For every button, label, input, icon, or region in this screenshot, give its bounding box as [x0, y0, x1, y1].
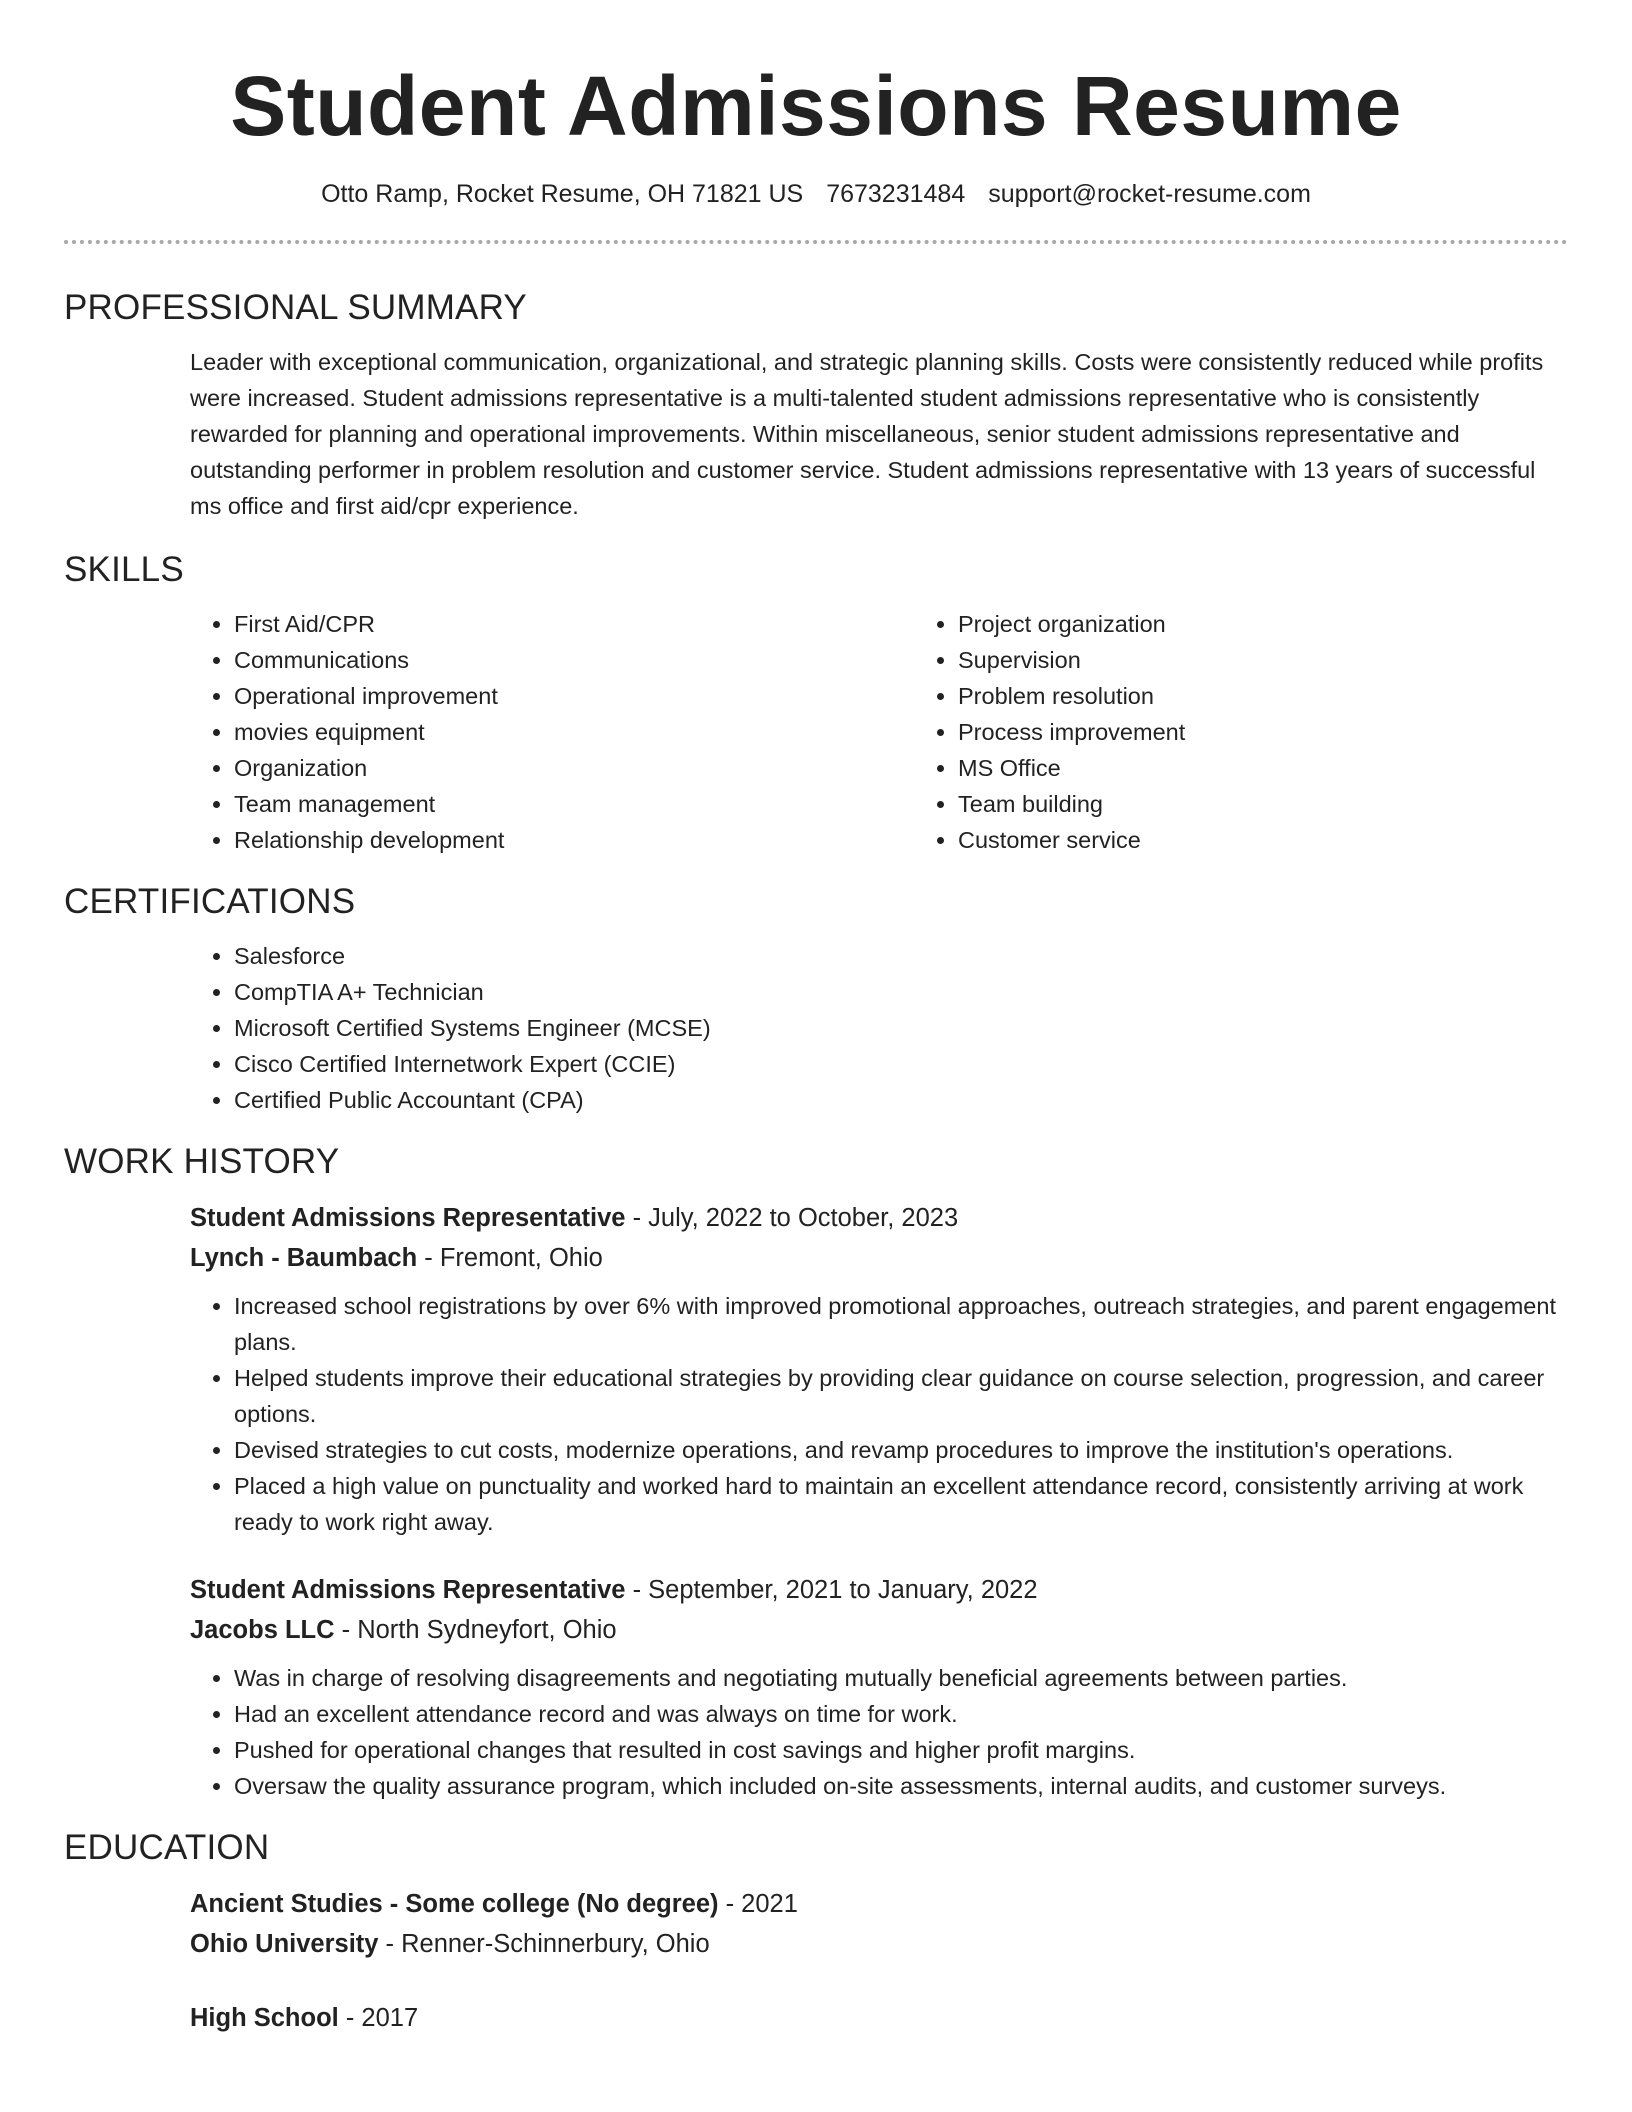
- job-location: - Fremont, Ohio: [417, 1244, 603, 1272]
- summary-text: Leader with exceptional communication, organizational, and strategic planning skills. Costs were consistently reduced while profits were increased. Student admissions representative is a multi-talented student admissions representative who is consistently rewarded for planning and operational improvements. Within miscellaneous, senior student admissions representative and outstanding performer in problem resolution and customer service. Student admissions representative with 13 years of successful ms office and first aid/cpr experience.: [190, 349, 1544, 519]
- job-bullet: • Pushed for operational changes that resulted in cost savings and higher profit margins.: [234, 1732, 1568, 1768]
- education-entry: [190, 1884, 1568, 1964]
- job-title-line: [190, 1198, 1568, 1238]
- skill-item: • Team building: [958, 786, 1632, 822]
- job-role: Student Admissions Representative: [190, 1576, 626, 1604]
- certifications-list: [190, 938, 1568, 1118]
- header-divider: [64, 240, 1568, 244]
- work-history-section: [190, 1198, 1568, 1804]
- skill-item: • Process improvement: [958, 714, 1632, 750]
- education-degree: High School: [190, 2004, 339, 2032]
- job-bullet: • Was in charge of resolving disagreements and negotiating mutually beneficial agreements between parties.: [234, 1660, 1568, 1696]
- job-dates: - July, 2022 to October, 2023: [625, 1204, 959, 1232]
- job-bullet: • Helped students improve their educational strategies by providing clear guidance on course selection, progression, and career options.: [234, 1360, 1568, 1432]
- contact-address: Otto Ramp, Rocket Resume, OH 71821 US: [321, 180, 804, 208]
- skill-item: • Operational improvement: [234, 678, 914, 714]
- certifications-section: [190, 938, 1568, 1118]
- job-entry: [190, 1570, 1568, 1804]
- education-degree-line: [190, 1884, 1568, 1924]
- certification-item: • Salesforce: [234, 938, 1568, 974]
- education-school-line: [190, 1924, 1568, 1964]
- skills-heading: SKILLS: [64, 550, 184, 589]
- education-heading: EDUCATION: [64, 1828, 270, 1867]
- certification-item: • Certified Public Accountant (CPA): [234, 1082, 1568, 1118]
- skill-item: • Problem resolution: [958, 678, 1632, 714]
- skill-item: • Organization: [234, 750, 914, 786]
- education-degree: Ancient Studies - Some college (No degree): [190, 1890, 719, 1918]
- job-entry: [190, 1198, 1568, 1540]
- job-title-line: [190, 1570, 1568, 1610]
- skill-item: • Relationship development: [234, 822, 914, 858]
- job-company: Lynch - Baumbach: [190, 1244, 418, 1272]
- certification-item: • Cisco Certified Internetwork Expert (CCIE): [234, 1046, 1568, 1082]
- certifications-heading: CERTIFICATIONS: [64, 882, 356, 921]
- skills-section: [190, 606, 1568, 858]
- job-dates: - September, 2021 to January, 2022: [625, 1576, 1038, 1604]
- job-company: Jacobs LLC: [190, 1616, 335, 1644]
- job-bullet: • Placed a high value on punctuality and worked hard to maintain an excellent attendance record, consistently arriving at work ready to work right away.: [234, 1468, 1568, 1540]
- skill-item: • MS Office: [958, 750, 1632, 786]
- education-degree-line: [190, 1998, 1568, 2038]
- skills-list-left: [190, 606, 914, 858]
- education-year: - 2021: [718, 1890, 798, 1918]
- skill-item: • Team management: [234, 786, 914, 822]
- job-role: Student Admissions Representative: [190, 1204, 626, 1232]
- job-company-line: [190, 1238, 1568, 1278]
- skill-item: • Supervision: [958, 642, 1632, 678]
- work-history-heading: WORK HISTORY: [64, 1142, 340, 1181]
- job-bullet: • Had an excellent attendance record and was always on time for work.: [234, 1696, 1568, 1732]
- certification-item: • CompTIA A+ Technician: [234, 974, 1568, 1010]
- summary-heading: PROFESSIONAL SUMMARY: [64, 288, 527, 327]
- job-bullet: • Oversaw the quality assurance program, which included on-site assessments, internal audits, and customer surveys.: [234, 1768, 1568, 1804]
- certification-item: • Microsoft Certified Systems Engineer (MCSE): [234, 1010, 1568, 1046]
- skill-item: • First Aid/CPR: [234, 606, 914, 642]
- skill-item: • Project organization: [958, 606, 1632, 642]
- job-bullet: • Devised strategies to cut costs, modernize operations, and revamp procedures to improve the institution's operations.: [234, 1432, 1568, 1468]
- skill-item: • movies equipment: [234, 714, 914, 750]
- job-bullets: [190, 1660, 1568, 1804]
- education-location: - Renner-Schinnerbury, Ohio: [378, 1930, 710, 1958]
- skills-list-right: [914, 606, 1632, 858]
- resume-title: Student Admissions Resume: [230, 59, 1402, 153]
- skill-item: • Customer service: [958, 822, 1632, 858]
- skill-item: • Communications: [234, 642, 914, 678]
- contact-phone: 7673231484: [826, 180, 966, 208]
- contact-line: [64, 178, 1568, 210]
- education-school: Ohio University: [190, 1930, 379, 1958]
- job-bullet: • Increased school registrations by over 6% with improved promotional approaches, outreach strategies, and parent engagement plans.: [234, 1288, 1568, 1360]
- education-entry: [190, 1998, 1568, 2038]
- summary-section: [190, 344, 1568, 524]
- job-location: - North Sydneyfort, Ohio: [334, 1616, 617, 1644]
- education-year: - 2017: [338, 2004, 419, 2032]
- contact-email: support@rocket-resume.com: [988, 180, 1311, 208]
- job-company-line: [190, 1610, 1568, 1650]
- job-bullets: [190, 1288, 1568, 1540]
- education-section: [190, 1884, 1568, 2038]
